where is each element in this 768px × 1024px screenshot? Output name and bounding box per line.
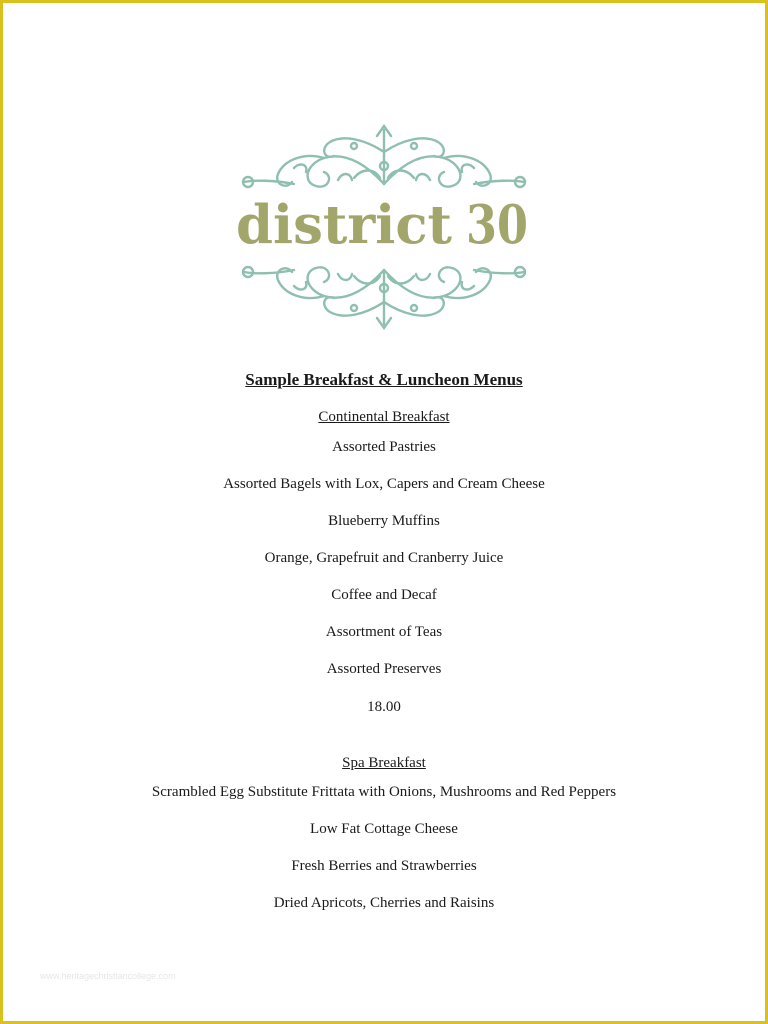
menu-item: Orange, Grapefruit and Cranberry Juice <box>264 550 504 566</box>
section-heading-continental: Continental Breakfast <box>318 409 450 425</box>
menu-item: Dried Apricots, Cherries and Raisins <box>273 895 495 911</box>
menu-item: Blueberry Muffins <box>328 513 440 529</box>
logo-wordmark-number: 30 <box>466 194 528 256</box>
menu-item: Assorted Pastries <box>332 439 436 455</box>
menu-item: Assorted Preserves <box>326 661 442 677</box>
menu-item: Scrambled Egg Substitute Frittata with Onions, Mushrooms and Red Peppers <box>151 784 617 800</box>
menu-item: Coffee and Decaf <box>331 587 437 603</box>
menu-item: Assorted Bagels with Lox, Capers and Cream Cheese <box>223 476 545 492</box>
watermark-text: www.heritagechristiancollege.com <box>40 971 176 981</box>
district-30-logo <box>234 122 534 332</box>
menu-item: Low Fat Cottage Cheese <box>310 821 458 837</box>
menu-title: Sample Breakfast & Luncheon Menus <box>245 370 523 389</box>
menu-item: Fresh Berries and Strawberries <box>291 858 477 874</box>
menu-price: 18.00 <box>367 699 401 715</box>
section-heading-spa: Spa Breakfast <box>342 755 426 771</box>
menu-item: Assortment of Teas <box>325 624 443 640</box>
logo-wordmark-text: district <box>236 194 453 256</box>
